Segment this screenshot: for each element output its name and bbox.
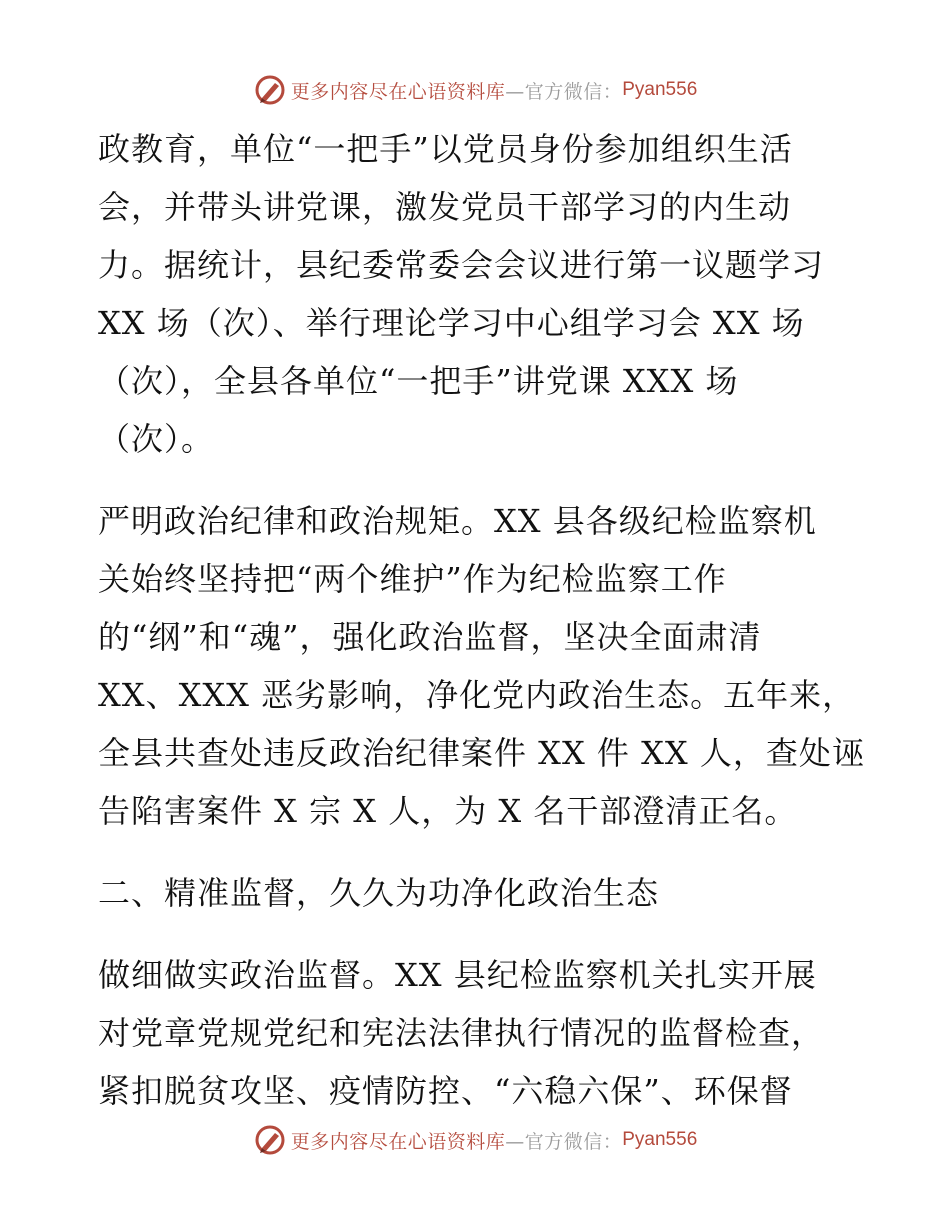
banner-wechat-id: Pyan556 <box>622 1129 698 1150</box>
text-line: 关始终坚持把“两个维护”作为纪检监察工作 <box>98 560 727 598</box>
text-line: 力。据统计，县纪委常委会会议进行第一议题学习 <box>98 246 825 284</box>
text-line: 政教育，单位“一把手”以党员身份参加组织生活 <box>98 130 793 168</box>
text-line: 对党章党规党纪和宪法法律执行情况的监督检查， <box>98 1014 825 1052</box>
banner-separator: —官方微信： <box>505 1130 623 1153</box>
banner-wechat-id: Pyan556 <box>622 79 698 100</box>
banner-main-text: 更多内容尽在心语资料库 <box>290 1130 506 1153</box>
text-line: 全县共查处违反政治纪律案件 XX 件 XX 人，查处诬 <box>98 734 865 772</box>
paragraph-2 <box>98 492 865 840</box>
banner-separator: —官方微信： <box>505 80 623 103</box>
text-line: XX 场（次）、举行理论学习中心组学习会 XX 场 <box>98 304 805 342</box>
paragraph-1 <box>98 120 858 468</box>
section-heading: 二、精准监督，久久为功净化政治生态 <box>98 874 660 912</box>
pen-logo-icon <box>253 1123 287 1157</box>
text-line: 会，并带头讲党课，激发党员干部学习的内生动 <box>98 188 792 226</box>
header-banner <box>0 70 950 110</box>
text-line: 的“纲”和“魂”，强化政治监督，坚决全面肃清 <box>98 618 762 656</box>
text-line: 紧扣脱贫攻坚、疫情防控、“六稳六保”、环保督 <box>98 1072 793 1110</box>
paragraph-3 <box>98 946 858 1120</box>
text-line: 严明政治纪律和政治规矩。XX 县各级纪检监察机 <box>98 502 817 540</box>
text-line: 告陷害案件 X 宗 X 人，为 X 名干部澄清正名。 <box>98 792 798 830</box>
document-body <box>98 120 865 1120</box>
text-line: （次），全县各单位“一把手”讲党课 XXX 场 <box>98 362 739 400</box>
banner-main-text: 更多内容尽在心语资料库 <box>290 80 506 103</box>
pen-logo-icon <box>253 73 287 107</box>
text-line: 做细做实政治监督。XX 县纪检监察机关扎实开展 <box>98 956 817 994</box>
text-line: XX、XXX 恶劣影响，净化党内政治生态。五年来， <box>98 676 856 714</box>
text-line: （次）。 <box>98 420 215 458</box>
footer-banner <box>0 1120 950 1160</box>
